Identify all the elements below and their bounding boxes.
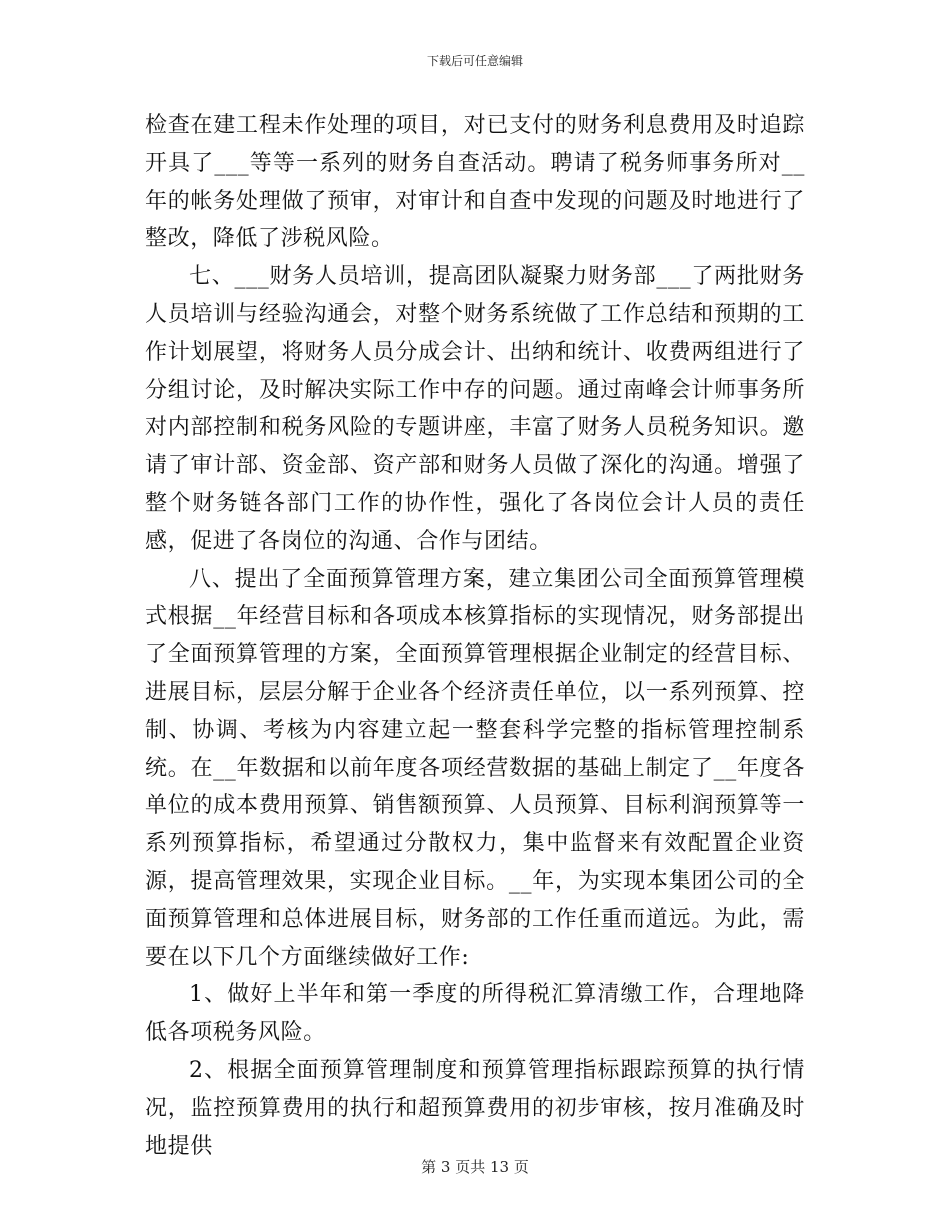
page-header: 下载后可任意编辑 bbox=[426, 54, 523, 68]
paragraph-item-one: 1、做好上半年和第一季度的所得税汇算清缴工作，合理地降低各项税务风险。 bbox=[145, 982, 805, 1046]
paragraph-item-two: 2、根据全面预算管理制度和预算管理指标跟踪预算的执行情况，监控预算费用的执行和超预算费用的初步审核，按月准确及时地提供 bbox=[145, 1057, 805, 1159]
paragraph-section-eight: 八、提出了全面预算管理方案，建立集团公司全面预算管理模式根据__年经营目标和各项成本核算指标的实现情况，财务部提出了全面预算管理的方案，全面预算管理根据企业制定的经营目标、进展目标，层层分解于企业各个经济责任单位，以一系列预算、控制、协调、考核为内容建立起一整套科学完整的指标管理控制系统。在__年数据和以前年度各项经营数据的基础上制定了__年度各单位的成本费用预算、销售额预算、人员预算、目标利润预算等一系列预算指标，希望通过分散权力，集中监督来有效配置企业资源，提高管理效果，实现企业目标。__年，为实现本集团公司的全面预算管理和总体进展目标，财务部的工作任重而道远。为此，需要在以下几个方面继续做好工作: bbox=[145, 566, 805, 970]
document-body bbox=[145, 107, 805, 1165]
paragraph-continued: 检查在建工程未作处理的项目，对已支付的财务利息费用及时追踪开具了___等等一系列的财务自查活动。聘请了税务师事务所对__年的帐务处理做了预审，对审计和自查中发现的问题及时地进行了整改，降低了涉税风险。 bbox=[145, 113, 805, 252]
paragraph-section-seven: 七、___财务人员培训，提高团队凝聚力财务部___了两批财务人员培训与经验沟通会，对整个财务系统做了工作总结和预期的工作计划展望，将财务人员分成会计、出纳和统计、收费两组进行了分组讨论，及时解决实际工作中存的问题。通过南峰会计师事务所对内部控制和税务风险的专题讲座，丰富了财务人员税务知识。邀请了审计部、资金部、资产部和财务人员做了深化的沟通。增强了整个财务链各部门工作的协作性，强化了各岗位会计人员的责任感，促进了各岗位的沟通、合作与团结。 bbox=[145, 264, 805, 554]
page-footer: 第 3 页共 13 页 bbox=[421, 1158, 529, 1176]
